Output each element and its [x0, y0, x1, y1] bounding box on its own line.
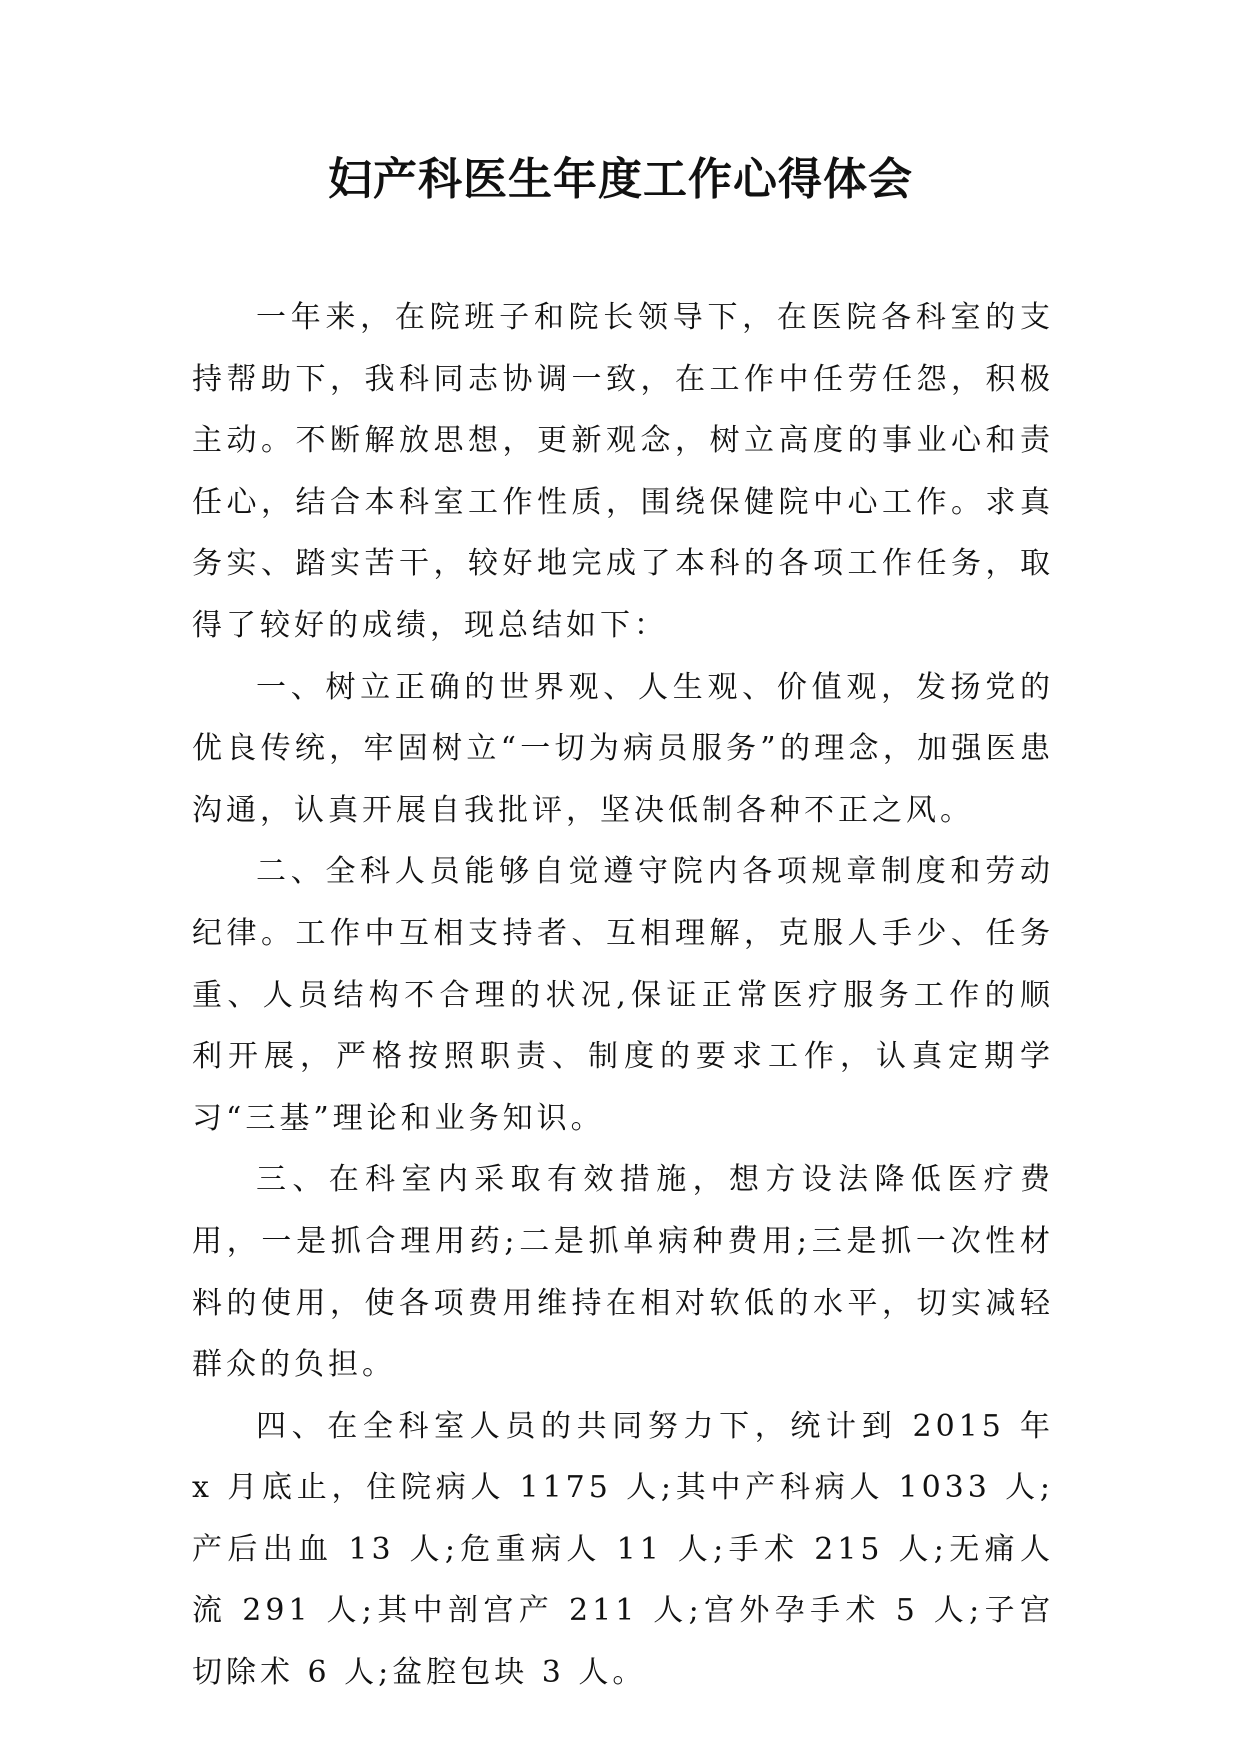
paragraph-point-4: 四、在全科室人员的共同努力下，统计到 2015 年 x 月底止，住院病人 1175 人;其中产科病人 1033 人;产后出血 13 人;危重病人 11 人;手术 215 人;无痛人流 291 人;其中剖宫产 211 人;宫外孕手术 5 人;子宫切除术 6 人;盆腔包块 3 人。 [192, 1408, 1054, 1691]
paragraph-intro: 一年来，在院班子和院长领导下，在医院各科室的支持帮助下，我科同志协调一致，在工作中任劳任怨，积极主动。不断解放思想，更新观念，树立高度的事业心和责任心，结合本科室工作性质，围绕保健院中心工作。求真务实、踏实苦干，较好地完成了本科的各项工作任务，取得了较好的成绩，现总结如下： [192, 300, 1054, 643]
paragraph-point-2: 二、全科人员能够自觉遵守院内各项规章制度和劳动纪律。工作中互相支持者、互相理解，克服人手少、任务重、人员结构不合理的状况,保证正常医疗服务工作的顺利开展，严格按照职责、制度的要求工作，认真定期学习“三基”理论和业务知识。 [192, 854, 1054, 1136]
document-title: 妇产科医生年度工作心得体会 [328, 154, 913, 205]
paragraph-point-1: 一、树立正确的世界观、人生观、价值观，发扬党的优良传统，牢固树立“一切为病员服务”的理念，加强医患沟通，认真开展自我批评，坚决低制各种不正之风。 [192, 669, 1054, 828]
paragraph-point-3: 三、在科室内采取有效措施，想方设法降低医疗费用，一是抓合理用药;二是抓单病种费用;三是抓一次性材料的使用，使各项费用维持在相对软低的水平，切实减轻群众的负担。 [192, 1162, 1054, 1383]
document-body [192, 287, 1054, 1704]
